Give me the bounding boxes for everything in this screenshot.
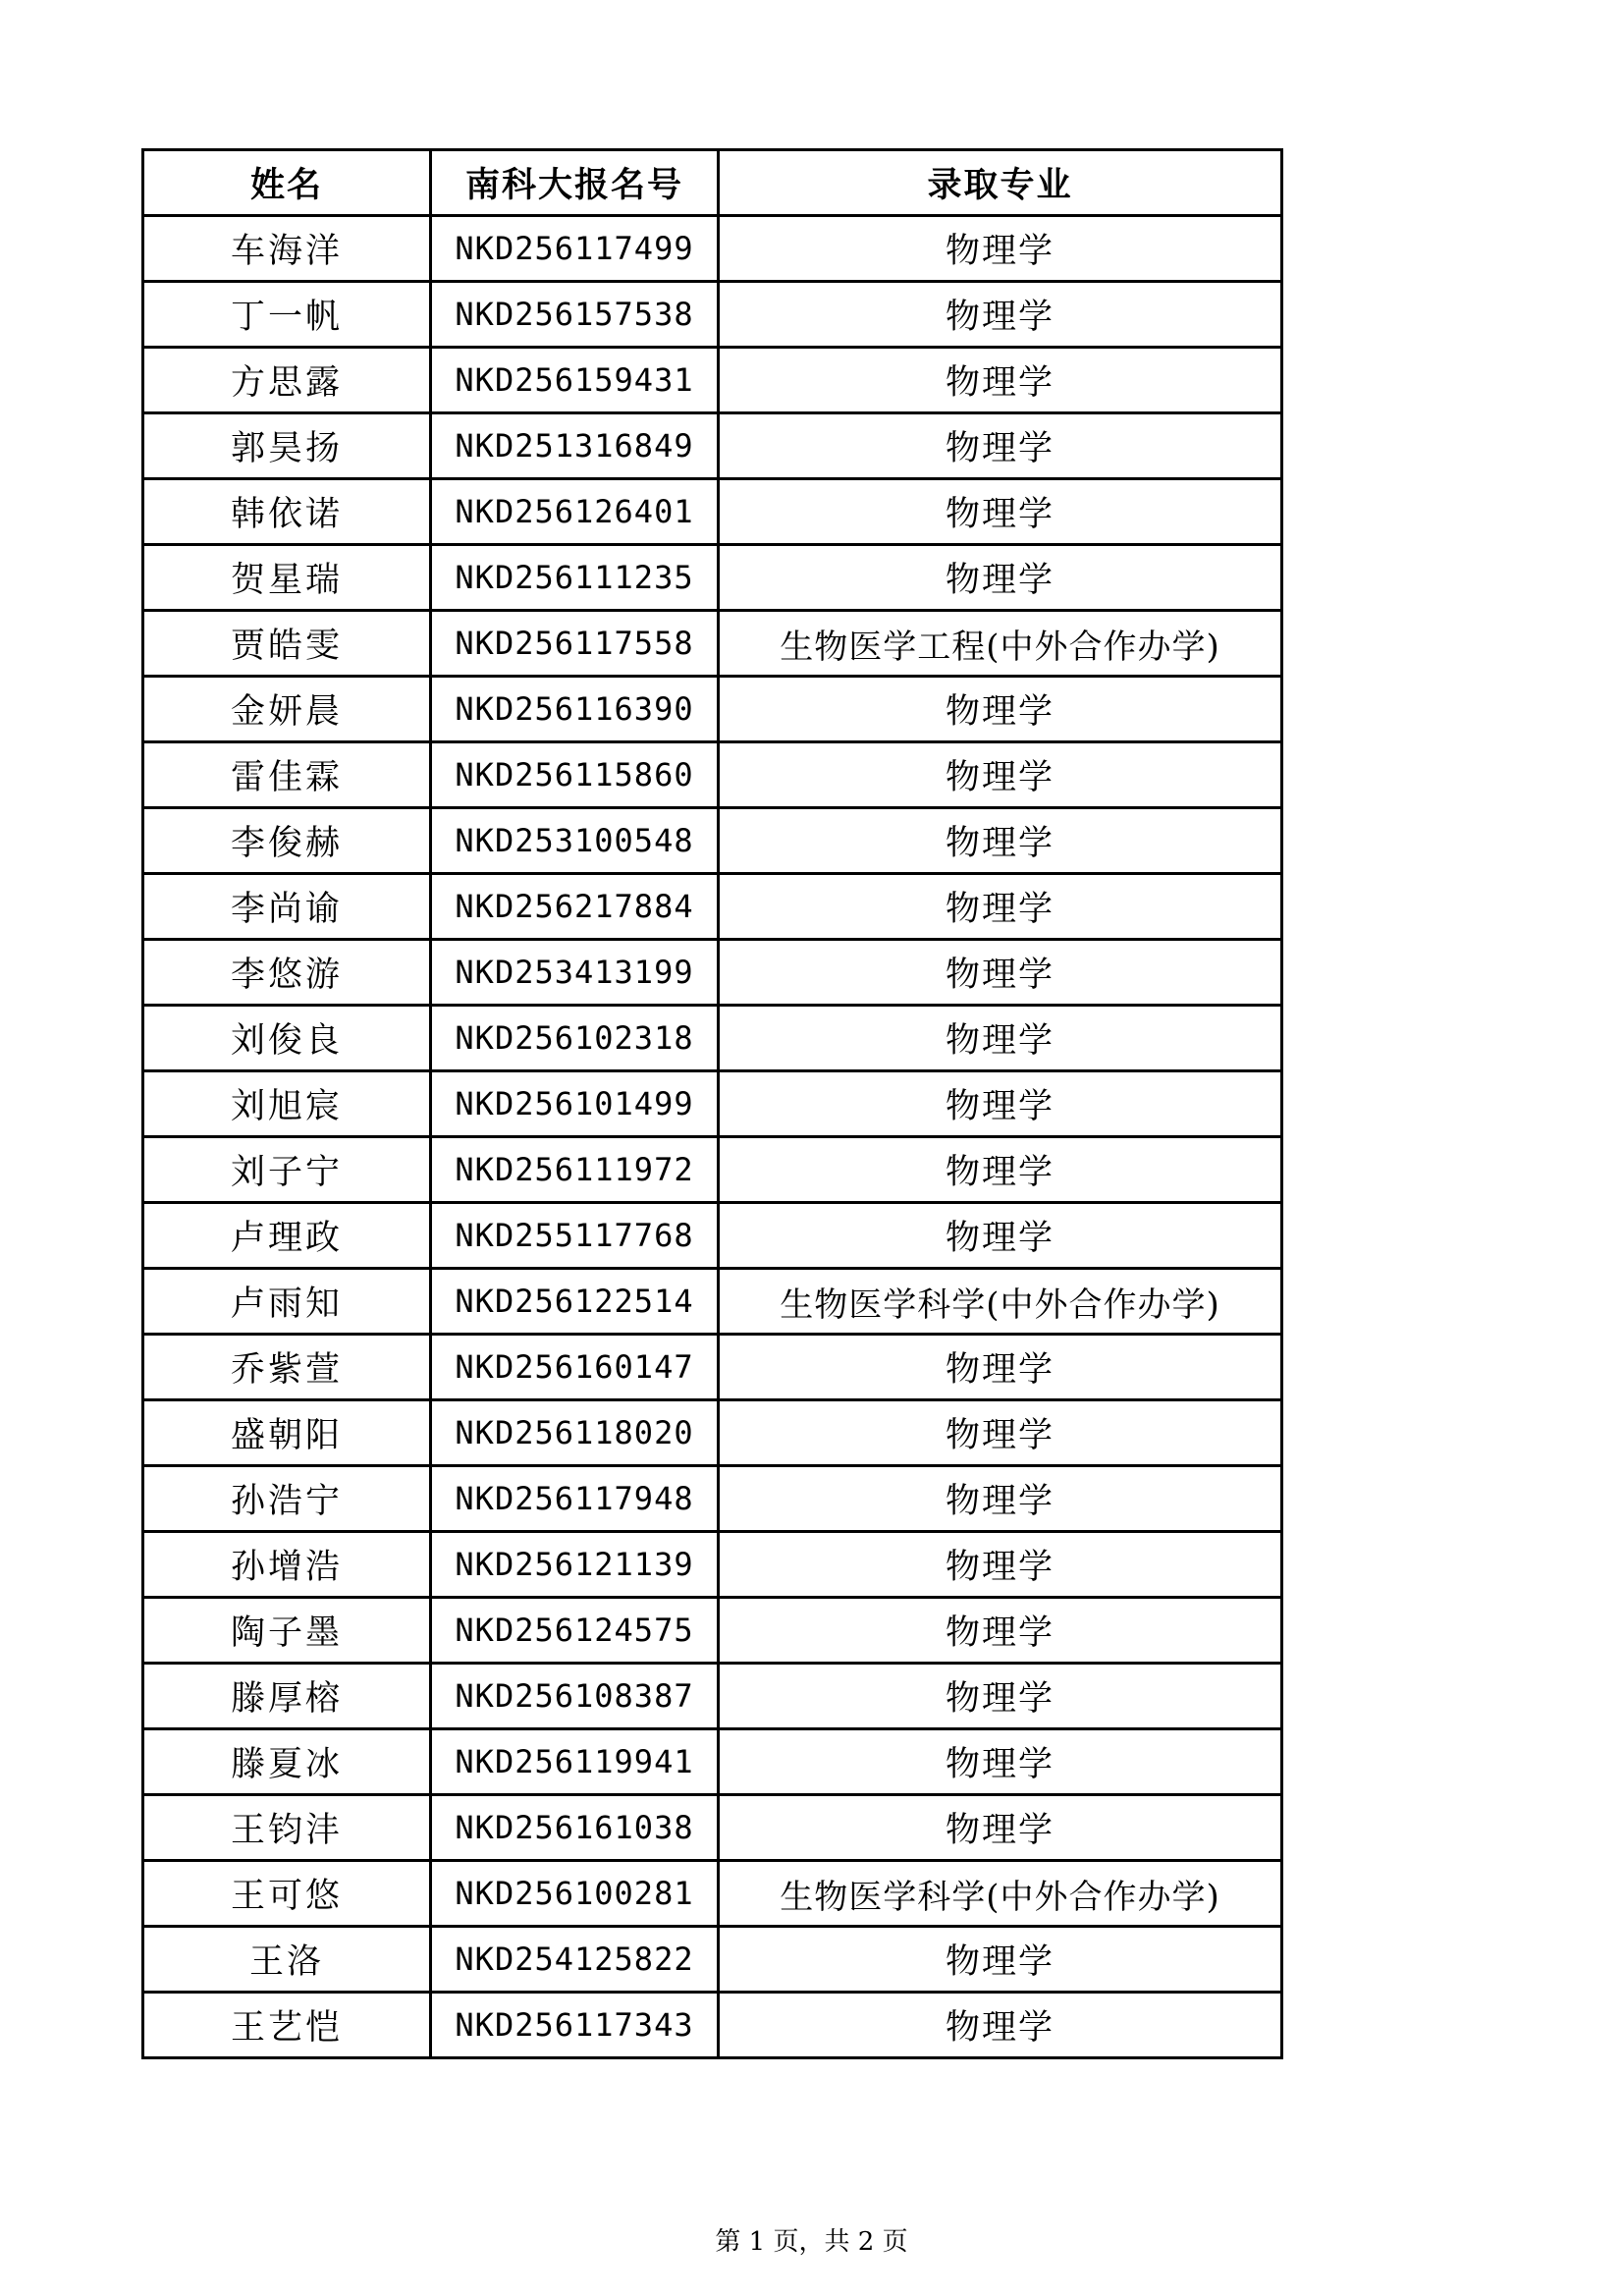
- registration-number-cell: NKD256100281: [431, 1861, 719, 1927]
- admitted-major-cell: 生物医学科学(中外合作办学): [719, 1861, 1282, 1927]
- admission-table: [141, 148, 1283, 2059]
- admitted-major-cell: 物理学: [719, 1400, 1282, 1466]
- header-registration-number: 南科大报名号: [431, 150, 719, 216]
- table-row: [143, 1203, 1282, 1269]
- registration-number-cell: NKD256117948: [431, 1466, 719, 1532]
- registration-number-cell: NKD255117768: [431, 1203, 719, 1269]
- registration-number-cell: NKD256108387: [431, 1664, 719, 1729]
- student-name-cell: 雷佳霖: [143, 742, 431, 808]
- student-name-cell: 王洛: [143, 1927, 431, 1993]
- student-name-cell: 盛朝阳: [143, 1400, 431, 1466]
- table-row: [143, 1466, 1282, 1532]
- student-name-cell: 卢理政: [143, 1203, 431, 1269]
- student-name-cell: 金妍晨: [143, 677, 431, 742]
- admitted-major-cell: 物理学: [719, 874, 1282, 940]
- admitted-major-cell: 物理学: [719, 940, 1282, 1006]
- admitted-major-cell: 物理学: [719, 742, 1282, 808]
- student-name-cell: 贺星瑞: [143, 545, 431, 611]
- page-number-footer: 第 1 页，共 2 页: [715, 2227, 908, 2257]
- student-name-cell: 车海洋: [143, 216, 431, 282]
- header-name: 姓名: [143, 150, 431, 216]
- registration-number-cell: NKD256101499: [431, 1071, 719, 1137]
- admitted-major-cell: 物理学: [719, 1795, 1282, 1861]
- admitted-major-cell: 物理学: [719, 1664, 1282, 1729]
- student-name-cell: 贾皓雯: [143, 611, 431, 677]
- registration-number-cell: NKD256111972: [431, 1137, 719, 1203]
- table-body: [143, 216, 1282, 2058]
- student-name-cell: 乔紫萱: [143, 1335, 431, 1400]
- table-row: [143, 1532, 1282, 1598]
- registration-number-cell: NKD251316849: [431, 413, 719, 479]
- table-row: [143, 282, 1282, 348]
- registration-number-cell: NKD256118020: [431, 1400, 719, 1466]
- registration-number-cell: NKD256160147: [431, 1335, 719, 1400]
- registration-number-cell: NKD256122514: [431, 1269, 719, 1335]
- student-name-cell: 丁一帆: [143, 282, 431, 348]
- student-name-cell: 韩依诺: [143, 479, 431, 545]
- registration-number-cell: NKD256121139: [431, 1532, 719, 1598]
- registration-number-cell: NKD254125822: [431, 1927, 719, 1993]
- registration-number-cell: NKD256119941: [431, 1729, 719, 1795]
- student-name-cell: 王可悠: [143, 1861, 431, 1927]
- table-row: [143, 1927, 1282, 1993]
- admitted-major-cell: 物理学: [719, 1532, 1282, 1598]
- student-name-cell: 孙增浩: [143, 1532, 431, 1598]
- registration-number-cell: NKD253100548: [431, 808, 719, 874]
- student-name-cell: 卢雨知: [143, 1269, 431, 1335]
- table-row: [143, 874, 1282, 940]
- admitted-major-cell: 物理学: [719, 479, 1282, 545]
- registration-number-cell: NKD256157538: [431, 282, 719, 348]
- student-name-cell: 刘旭宸: [143, 1071, 431, 1137]
- student-name-cell: 滕夏冰: [143, 1729, 431, 1795]
- registration-number-cell: NKD256159431: [431, 348, 719, 413]
- table-row: [143, 1664, 1282, 1729]
- registration-number-cell: NKD253413199: [431, 940, 719, 1006]
- admitted-major-cell: 物理学: [719, 1466, 1282, 1532]
- registration-number-cell: NKD256124575: [431, 1598, 719, 1664]
- table-row: [143, 1071, 1282, 1137]
- student-name-cell: 郭昊扬: [143, 413, 431, 479]
- registration-number-cell: NKD256115860: [431, 742, 719, 808]
- header-admitted-major: 录取专业: [719, 150, 1282, 216]
- table-row: [143, 348, 1282, 413]
- admitted-major-cell: 生物医学科学(中外合作办学): [719, 1269, 1282, 1335]
- admitted-major-cell: 物理学: [719, 348, 1282, 413]
- table-row: [143, 1598, 1282, 1664]
- table-row: [143, 1729, 1282, 1795]
- admitted-major-cell: 物理学: [719, 282, 1282, 348]
- table-row: [143, 1400, 1282, 1466]
- student-name-cell: 陶子墨: [143, 1598, 431, 1664]
- table-row: [143, 216, 1282, 282]
- admitted-major-cell: 物理学: [719, 216, 1282, 282]
- table-row: [143, 545, 1282, 611]
- admitted-major-cell: 物理学: [719, 1203, 1282, 1269]
- table-row: [143, 1137, 1282, 1203]
- table-row: [143, 1993, 1282, 2058]
- admitted-major-cell: 物理学: [719, 1993, 1282, 2058]
- table-row: [143, 1335, 1282, 1400]
- registration-number-cell: NKD256161038: [431, 1795, 719, 1861]
- table-row: [143, 1006, 1282, 1071]
- admitted-major-cell: 物理学: [719, 1598, 1282, 1664]
- table-row: [143, 413, 1282, 479]
- table-row: [143, 1861, 1282, 1927]
- student-name-cell: 刘俊良: [143, 1006, 431, 1071]
- student-name-cell: 王钧沣: [143, 1795, 431, 1861]
- student-name-cell: 李俊赫: [143, 808, 431, 874]
- table-row: [143, 808, 1282, 874]
- table-row: [143, 742, 1282, 808]
- student-name-cell: 李尚谕: [143, 874, 431, 940]
- admitted-major-cell: 物理学: [719, 545, 1282, 611]
- student-name-cell: 刘子宁: [143, 1137, 431, 1203]
- admitted-major-cell: 物理学: [719, 808, 1282, 874]
- table-row: [143, 479, 1282, 545]
- table-row: [143, 611, 1282, 677]
- student-name-cell: 王艺恺: [143, 1993, 431, 2058]
- table-row: [143, 1795, 1282, 1861]
- admitted-major-cell: 物理学: [719, 1071, 1282, 1137]
- registration-number-cell: NKD256117499: [431, 216, 719, 282]
- admitted-major-cell: 物理学: [719, 677, 1282, 742]
- table-row: [143, 1269, 1282, 1335]
- student-name-cell: 滕厚榕: [143, 1664, 431, 1729]
- admitted-major-cell: 物理学: [719, 1137, 1282, 1203]
- table-row: [143, 940, 1282, 1006]
- student-name-cell: 方思露: [143, 348, 431, 413]
- admitted-major-cell: 物理学: [719, 413, 1282, 479]
- admitted-major-cell: 物理学: [719, 1729, 1282, 1795]
- registration-number-cell: NKD256117343: [431, 1993, 719, 2058]
- registration-number-cell: NKD256102318: [431, 1006, 719, 1071]
- table-header-row: [143, 150, 1282, 216]
- table-row: [143, 677, 1282, 742]
- registration-number-cell: NKD256111235: [431, 545, 719, 611]
- registration-number-cell: NKD256116390: [431, 677, 719, 742]
- registration-number-cell: NKD256126401: [431, 479, 719, 545]
- student-name-cell: 李悠游: [143, 940, 431, 1006]
- registration-number-cell: NKD256217884: [431, 874, 719, 940]
- admitted-major-cell: 物理学: [719, 1335, 1282, 1400]
- registration-number-cell: NKD256117558: [431, 611, 719, 677]
- admitted-major-cell: 生物医学工程(中外合作办学): [719, 611, 1282, 677]
- admitted-major-cell: 物理学: [719, 1006, 1282, 1071]
- admitted-major-cell: 物理学: [719, 1927, 1282, 1993]
- student-name-cell: 孙浩宁: [143, 1466, 431, 1532]
